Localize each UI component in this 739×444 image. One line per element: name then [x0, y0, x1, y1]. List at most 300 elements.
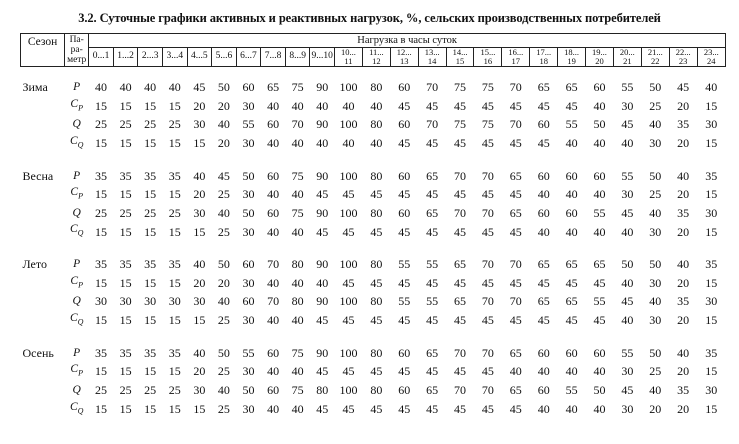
value-cell: 65	[537, 257, 550, 272]
value-cell: 20	[193, 187, 206, 202]
value-cell: 45	[342, 313, 355, 328]
value-cell: 40	[267, 135, 280, 150]
value-cell: 35	[168, 168, 181, 183]
value-cell: 50	[242, 205, 255, 220]
value-cell: 15	[144, 364, 157, 379]
value-cell: 65	[509, 345, 522, 360]
value-cell: 70	[481, 383, 494, 398]
value-cell: 40	[537, 364, 550, 379]
value-cell: 40	[267, 224, 280, 239]
value-cell: 35	[705, 257, 718, 272]
value-cell: 15	[193, 401, 206, 416]
value-cell: 50	[217, 257, 230, 272]
value-cell: 70	[426, 80, 439, 94]
value-cell: 45	[481, 187, 494, 202]
hour-header-line: 12	[372, 56, 381, 66]
table-row	[21, 256, 726, 273]
value-cell: 75	[454, 117, 467, 132]
value-cell: 35	[677, 205, 690, 220]
value-cell: 60	[537, 117, 550, 132]
value-cell: 55	[621, 345, 634, 360]
value-cell: 45	[316, 187, 329, 202]
value-cell: 90	[316, 345, 329, 360]
value-cell: 60	[267, 117, 280, 132]
value-cell: 20	[193, 98, 206, 113]
value-cell: 45	[398, 187, 411, 202]
spacer-cell	[21, 154, 726, 168]
value-cell: 40	[144, 80, 157, 94]
season-label	[21, 399, 65, 420]
value-cell: 50	[242, 168, 255, 183]
value-cell: 50	[593, 117, 606, 132]
value-cell: 45	[509, 275, 522, 290]
hour-column-header	[390, 48, 418, 67]
value-cell: 90	[316, 168, 329, 183]
value-cell: 60	[537, 205, 550, 220]
value-cell: 40	[593, 401, 606, 416]
spacer-cell	[21, 331, 726, 345]
value-cell: 70	[267, 257, 280, 272]
spacer-cell	[21, 242, 726, 256]
value-cell: 65	[509, 168, 522, 183]
value-cell: 65	[565, 257, 578, 272]
value-cell: 35	[119, 345, 132, 360]
parameter-symbol: P	[73, 81, 81, 93]
parameter-label	[65, 79, 89, 96]
parameter-symbol: C	[69, 400, 78, 413]
table-row	[21, 205, 726, 222]
value-cell: 55	[426, 257, 439, 272]
value-cell: 40	[621, 135, 634, 150]
value-cell: 60	[267, 168, 280, 183]
hour-column-header	[187, 48, 212, 67]
hour-header-line: 6...7	[240, 51, 257, 62]
parameter-label	[65, 168, 89, 185]
value-cell: 45	[426, 313, 439, 328]
value-cell: 40	[649, 294, 662, 309]
hour-column-header	[641, 48, 669, 67]
season-label: Зима	[22, 80, 48, 94]
value-cell: 35	[95, 257, 108, 272]
value-cell: 20	[677, 187, 690, 202]
value-cell: 15	[95, 98, 108, 113]
parameter-symbol: C	[70, 363, 79, 376]
value-cell: 75	[291, 383, 304, 398]
value-cell: 15	[119, 135, 132, 150]
parameter-label	[65, 345, 89, 362]
hour-column-header	[138, 48, 163, 67]
value-cell: 20	[217, 275, 230, 290]
value-cell: 15	[705, 98, 718, 113]
value-cell: 40	[649, 383, 662, 398]
value-cell: 45	[454, 401, 467, 416]
value-cell: 15	[705, 135, 718, 150]
value-cell: 15	[119, 364, 132, 379]
parameter-subscript: Q	[77, 317, 84, 327]
value-cell: 40	[316, 98, 329, 113]
season-label	[21, 221, 65, 242]
value-cell: 40	[621, 275, 634, 290]
value-cell: 55	[621, 80, 634, 94]
value-cell: 15	[95, 224, 108, 239]
value-cell: 15	[95, 187, 108, 202]
value-cell: 30	[242, 135, 255, 150]
value-cell: 70	[454, 205, 467, 220]
value-cell: 80	[370, 168, 383, 183]
value-cell: 55	[593, 294, 606, 309]
value-cell: 80	[316, 383, 329, 398]
table-row	[21, 184, 726, 205]
value-cell: 15	[705, 313, 718, 328]
hour-header-line: 21...	[647, 47, 663, 57]
value-cell: 30	[705, 294, 718, 309]
value-cell: 45	[398, 275, 411, 290]
hour-header-line: 21	[623, 56, 632, 66]
season-label	[21, 273, 65, 294]
value-cell: 20	[649, 401, 662, 416]
value-cell: 15	[705, 187, 718, 202]
value-cell: 20	[677, 98, 690, 113]
value-cell: 40	[370, 135, 383, 150]
value-cell: 40	[565, 187, 578, 202]
value-cell: 35	[705, 168, 718, 183]
hour-column-header	[335, 48, 363, 67]
hour-column-header	[613, 48, 641, 67]
value-cell: 40	[649, 205, 662, 220]
value-cell: 100	[339, 383, 358, 398]
value-cell: 45	[481, 401, 494, 416]
value-cell: 25	[649, 364, 662, 379]
hour-column-header	[446, 48, 474, 67]
hour-column-header	[285, 48, 310, 67]
spacer-row	[21, 331, 726, 345]
value-cell: 40	[193, 345, 206, 360]
value-cell: 45	[481, 98, 494, 113]
value-cell: 80	[291, 294, 304, 309]
value-cell: 15	[705, 224, 718, 239]
value-cell: 30	[242, 313, 255, 328]
value-cell: 45	[537, 98, 550, 113]
value-cell: 60	[565, 345, 578, 360]
value-cell: 70	[454, 345, 467, 360]
value-cell: 15	[144, 98, 157, 113]
value-cell: 90	[316, 257, 329, 272]
value-cell: 45	[509, 187, 522, 202]
parameter-symbol: C	[70, 274, 79, 287]
value-cell: 40	[621, 313, 634, 328]
value-cell: 45	[217, 168, 230, 183]
hour-header-line: 22	[651, 56, 660, 66]
value-cell: 45	[509, 313, 522, 328]
table-row	[21, 168, 726, 185]
value-cell: 25	[144, 117, 157, 132]
value-cell: 40	[217, 205, 230, 220]
hour-header-line: 11...	[369, 47, 384, 57]
hour-header-line: 0...1	[92, 51, 110, 62]
value-cell: 50	[649, 80, 662, 94]
value-cell: 60	[537, 345, 550, 360]
parameter-header-line: ра-	[70, 45, 83, 55]
hour-header-line: 23...	[703, 47, 719, 57]
parameter-symbol: C	[70, 97, 79, 110]
value-cell: 40	[291, 187, 304, 202]
hour-column-header	[89, 48, 114, 67]
value-cell: 20	[217, 135, 230, 150]
value-cell: 55	[398, 257, 411, 272]
value-cell: 15	[144, 224, 157, 239]
value-cell: 15	[144, 401, 157, 416]
value-cell: 60	[537, 383, 550, 398]
value-cell: 25	[119, 117, 132, 132]
value-cell: 65	[426, 205, 439, 220]
season-label	[21, 184, 65, 205]
hour-header-line: 22...	[675, 47, 691, 57]
value-cell: 30	[705, 205, 718, 220]
value-cell: 25	[119, 205, 132, 220]
value-cell: 40	[677, 257, 690, 272]
hour-column-header	[310, 48, 335, 67]
value-cell: 30	[649, 224, 662, 239]
value-cell: 65	[454, 257, 467, 272]
value-cell: 30	[649, 135, 662, 150]
value-cell: 75	[481, 80, 494, 94]
season-label	[21, 133, 65, 154]
value-cell: 20	[217, 98, 230, 113]
value-cell: 45	[316, 224, 329, 239]
hour-header-line: 13	[399, 56, 409, 66]
spacer-cell	[21, 67, 726, 80]
value-cell: 40	[217, 117, 230, 132]
value-cell: 40	[621, 224, 634, 239]
value-cell: 40	[342, 98, 355, 113]
value-cell: 50	[621, 257, 634, 272]
season-label	[21, 205, 65, 222]
value-cell: 60	[398, 117, 411, 132]
spacer-row	[21, 242, 726, 256]
value-cell: 15	[95, 364, 108, 379]
value-cell: 45	[621, 383, 634, 398]
value-cell: 60	[398, 345, 411, 360]
value-cell: 30	[144, 294, 157, 309]
value-cell: 45	[621, 205, 634, 220]
value-cell: 45	[677, 80, 690, 94]
parameter-label	[65, 221, 89, 242]
value-cell: 40	[168, 80, 181, 94]
parameter-label	[65, 205, 89, 222]
value-cell: 35	[144, 345, 157, 360]
value-cell: 90	[316, 117, 329, 132]
parameter-label	[65, 96, 89, 117]
value-cell: 45	[342, 224, 355, 239]
value-cell: 30	[193, 117, 206, 132]
value-cell: 30	[193, 383, 206, 398]
parameter-symbol: C	[69, 134, 78, 147]
value-cell: 25	[168, 383, 181, 398]
value-cell: 55	[593, 205, 606, 220]
value-cell: 30	[621, 401, 634, 416]
value-cell: 20	[677, 364, 690, 379]
value-cell: 50	[649, 345, 662, 360]
value-cell: 65	[426, 345, 439, 360]
value-cell: 45	[398, 224, 411, 239]
parameter-symbol: Q	[72, 384, 81, 397]
parameter-header-line: метр	[67, 55, 87, 65]
value-cell: 40	[677, 168, 690, 183]
value-cell: 35	[119, 168, 132, 183]
value-cell: 80	[370, 257, 383, 272]
hour-header-line: 20...	[619, 47, 635, 57]
value-cell: 45	[509, 98, 522, 113]
hour-header-line: 19	[567, 56, 576, 66]
hour-header-line: 14...	[452, 47, 468, 57]
hour-header-line: 24	[707, 56, 716, 66]
value-cell: 45	[370, 275, 383, 290]
parameter-symbol: Q	[72, 118, 81, 131]
value-cell: 45	[565, 275, 578, 290]
table-row	[21, 310, 726, 331]
value-cell: 45	[565, 98, 578, 113]
hour-header-line: 8...9	[289, 51, 306, 62]
value-cell: 35	[677, 294, 690, 309]
value-cell: 35	[705, 345, 718, 360]
value-cell: 35	[95, 168, 108, 183]
value-cell: 60	[242, 294, 255, 309]
value-cell: 20	[677, 135, 690, 150]
value-cell: 90	[316, 80, 329, 94]
value-cell: 60	[267, 383, 280, 398]
hour-header-line: 15	[455, 56, 465, 66]
value-cell: 45	[426, 364, 439, 379]
value-cell: 80	[291, 257, 304, 272]
parameter-label	[65, 116, 89, 133]
parameter-label	[65, 310, 89, 331]
parameter-symbol: P	[73, 346, 81, 359]
value-cell: 40	[95, 80, 108, 94]
value-cell: 15	[193, 224, 206, 239]
value-cell: 65	[426, 168, 439, 183]
value-cell: 40	[291, 364, 304, 379]
value-cell: 40	[267, 364, 280, 379]
value-cell: 65	[509, 383, 522, 398]
value-cell: 80	[370, 205, 383, 220]
parameter-label	[65, 382, 89, 399]
parameter-symbol: Q	[72, 206, 81, 219]
hour-header-line: 18...	[564, 47, 580, 57]
value-cell: 100	[339, 117, 358, 132]
parameter-label	[65, 184, 89, 205]
hour-header-line: 1...2	[117, 51, 134, 62]
parameter-subscript: P	[78, 102, 83, 112]
value-cell: 25	[119, 383, 132, 398]
value-cell: 55	[242, 117, 255, 132]
parameter-header-line: Па-	[69, 35, 84, 45]
value-cell: 25	[168, 117, 181, 132]
value-cell: 20	[677, 401, 690, 416]
value-cell: 20	[677, 313, 690, 328]
table-row	[21, 221, 726, 242]
value-cell: 45	[454, 313, 467, 328]
value-cell: 70	[481, 294, 494, 309]
parameter-label	[65, 399, 89, 420]
hour-header-line: 16	[483, 56, 493, 66]
value-cell: 30	[705, 117, 718, 132]
value-cell: 40	[119, 80, 132, 94]
table-row	[21, 79, 726, 96]
value-cell: 45	[316, 364, 329, 379]
parameter-symbol: C	[69, 223, 78, 236]
hour-column-header	[261, 48, 286, 67]
value-cell: 45	[370, 187, 383, 202]
value-cell: 40	[565, 135, 578, 150]
value-cell: 20	[193, 364, 206, 379]
hour-header-line: 23	[678, 56, 688, 66]
value-cell: 30	[705, 383, 718, 398]
value-cell: 25	[649, 187, 662, 202]
parameter-symbol: P	[73, 258, 81, 271]
hour-header-line: 11	[344, 56, 353, 66]
value-cell: 15	[168, 313, 181, 328]
value-cell: 45	[537, 135, 550, 150]
value-cell: 90	[316, 294, 329, 309]
value-cell: 75	[481, 117, 494, 132]
value-cell: 45	[481, 275, 494, 290]
value-cell: 65	[537, 294, 550, 309]
value-cell: 45	[342, 187, 355, 202]
value-cell: 30	[242, 224, 255, 239]
value-cell: 40	[291, 275, 304, 290]
value-cell: 80	[370, 80, 383, 94]
value-cell: 30	[621, 364, 634, 379]
season-column-header: Сезон	[21, 34, 65, 67]
hour-header-line: 10...	[341, 47, 356, 57]
load-schedule-table	[20, 33, 726, 419]
value-cell: 45	[426, 401, 439, 416]
value-cell: 15	[95, 135, 108, 150]
value-cell: 40	[705, 80, 718, 94]
value-cell: 35	[119, 257, 132, 272]
value-cell: 75	[291, 168, 304, 183]
value-cell: 45	[509, 401, 522, 416]
value-cell: 40	[267, 401, 280, 416]
table-row	[21, 361, 726, 382]
parameter-subscript: Q	[77, 405, 84, 415]
value-cell: 45	[370, 401, 383, 416]
value-cell: 30	[242, 187, 255, 202]
value-cell: 45	[426, 275, 439, 290]
value-cell: 55	[242, 345, 255, 360]
value-cell: 45	[454, 364, 467, 379]
value-cell: 15	[193, 135, 206, 150]
hour-header-line: 9...10	[311, 51, 333, 62]
value-cell: 20	[677, 275, 690, 290]
hour-column-header	[586, 48, 614, 67]
value-cell: 60	[565, 205, 578, 220]
value-cell: 15	[705, 364, 718, 379]
hour-column-header	[162, 48, 187, 67]
value-cell: 15	[144, 187, 157, 202]
parameter-label	[65, 256, 89, 273]
value-cell: 45	[342, 364, 355, 379]
value-cell: 45	[398, 135, 411, 150]
parameter-label	[65, 293, 89, 310]
value-cell: 60	[593, 80, 606, 94]
hour-header-line: 18	[539, 56, 548, 66]
value-cell: 45	[481, 224, 494, 239]
value-cell: 100	[339, 345, 358, 360]
value-cell: 40	[593, 364, 606, 379]
value-cell: 40	[677, 345, 690, 360]
value-cell: 15	[95, 275, 108, 290]
